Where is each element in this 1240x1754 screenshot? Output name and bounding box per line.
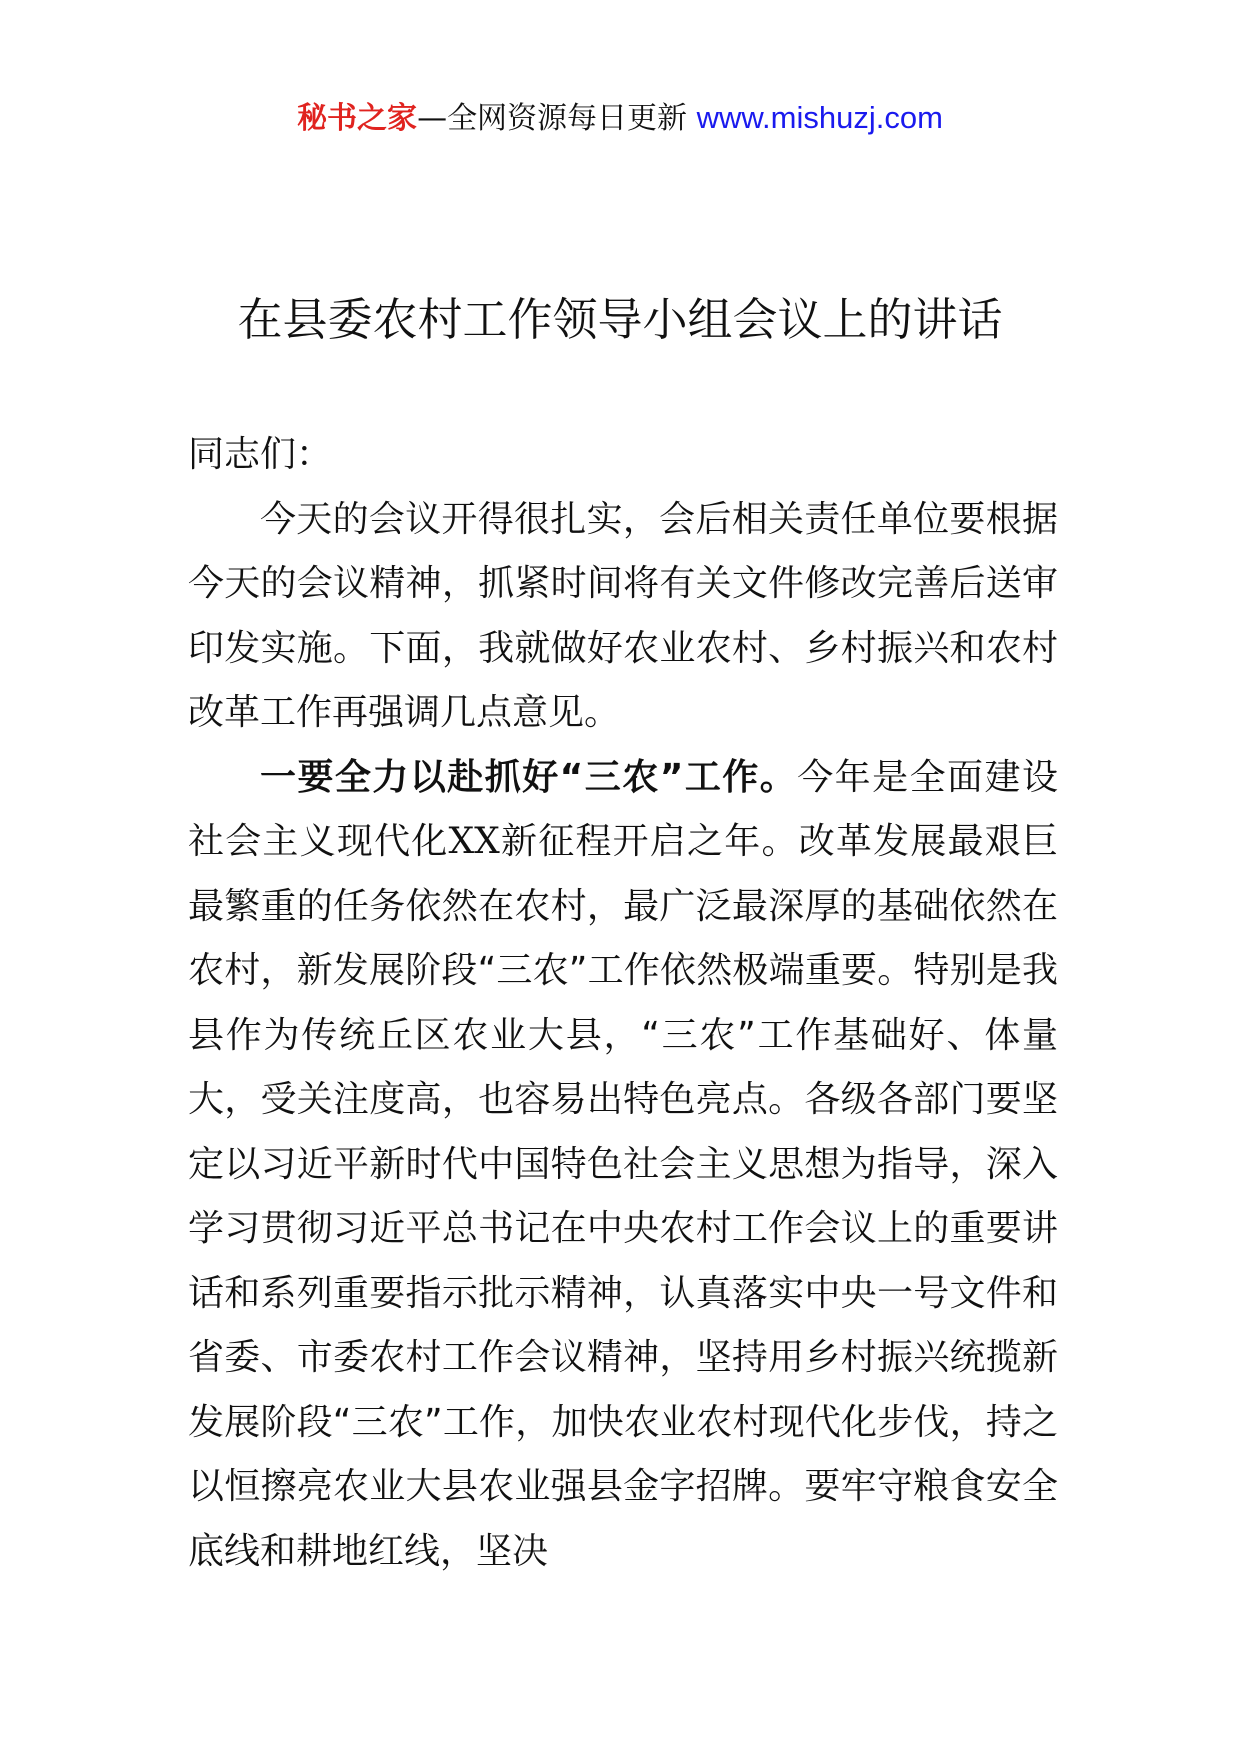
brand-name: 秘书之家 [297,101,418,136]
section-one-placeholder: XX [448,821,500,862]
paragraph-section-one [188,746,1058,1585]
header-slogan: —全网资源每日更新 [417,101,697,136]
paragraph-intro: 今天的会议开得很扎实，会后相关责任单位要根据今天的会议精神，抓紧时间将有关文件修改完善后送审印发实施。下面，我就做好农业农村、乡村振兴和农村改革工作再强调几点意见。 [188,498,1058,733]
greeting: 同志们： [188,434,333,475]
section-one-text-b: 新征程开启之年。改革发展最艰巨最繁重的任务依然在农村，最广泛最深厚的基础依然在农村，新发展阶段“三农”工作依然极端重要。特别是我县作为传统丘区农业大县，“三农”工作基础好、体量大，受关注度高，也容易出特色亮点。各级各部门要坚定以习近平新时代中国特色社会主义思想为指导，深入学习贯彻习近平总书记在中央农村工作会议上的重要讲话和系列重要指示批示精神，认真落实中央一号文件和省委、市委农村工作会议精神，坚持用乡村振兴统揽新发展阶段“三农”工作，加快农业农村现代化步伐，持之以恒擦亮农业大县农业强县金字招牌。要牢守粮食安全底线和耕地红线，坚决 [188,821,1058,1572]
section-one-heading: 一要全力以赴抓好“三农”工作。 [260,756,798,798]
site-header [0,98,1240,139]
document-title: 在县委农村工作领导小组会议上的讲话 [237,293,1003,346]
site-url-link[interactable]: www.mishuzj.com [696,100,943,135]
document-body [188,423,1058,1584]
section-one-text-a: 今年是全面建设社会主义现代化 [188,756,1058,862]
